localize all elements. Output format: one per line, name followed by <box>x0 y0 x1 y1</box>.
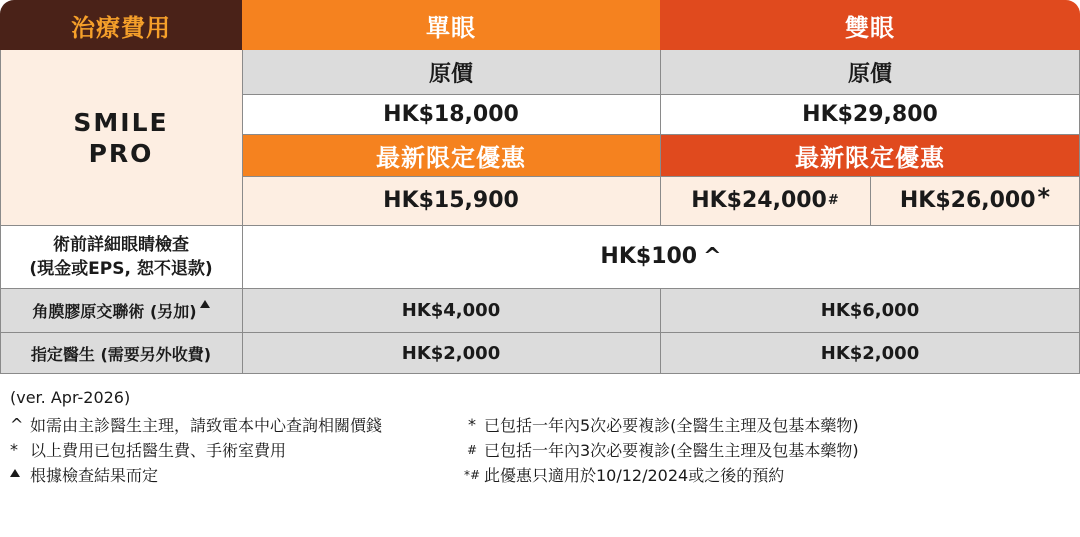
hash-mark: # <box>827 193 839 208</box>
both-original-price: HK$29,800 <box>660 94 1080 134</box>
grid-line <box>0 225 1080 226</box>
single-offer-price: HK$15,900 <box>242 176 660 225</box>
pre-exam-label-line1: 術前詳細眼睛檢查 <box>53 234 189 255</box>
smile-pro-label-cell <box>0 50 242 225</box>
grid-line <box>242 176 1080 177</box>
single-original-label: 原價 <box>242 50 660 94</box>
footnote-left-1 <box>10 413 382 436</box>
pre-exam-label-line2: (現金或EPS, 恕不退款) <box>29 258 213 279</box>
footnote-mark: # <box>466 442 478 457</box>
footnote-mark: ^ <box>10 415 24 434</box>
footnote-left-2 <box>10 438 286 461</box>
doctor-label: 指定醫生 (需要另外收費) <box>0 332 242 374</box>
single-original-price: HK$18,000 <box>242 94 660 134</box>
cxl-single-price: HK$4,000 <box>242 288 660 332</box>
footnote-mark <box>10 465 30 484</box>
header-both-eyes: 雙眼 <box>660 0 1080 50</box>
triangle-icon <box>10 469 20 477</box>
single-offer-label: 最新限定優惠 <box>242 134 660 176</box>
grid-line <box>660 50 661 225</box>
footnote-right-2 <box>460 438 859 461</box>
asterisk-mark: * <box>1037 182 1051 211</box>
grid-line <box>242 134 1080 135</box>
grid-line <box>0 373 1080 374</box>
cxl-label-text: 角膜膠原交聯術 (另加) <box>32 301 197 321</box>
footnote-text: 如需由主診醫生主理，請致電本中心查詢相關價錢 <box>30 416 383 435</box>
grid-line <box>0 332 1080 333</box>
footnote-text: 已包括一年內5次必要複診(全醫生主理及包基本藥物) <box>484 416 859 435</box>
triangle-icon <box>200 300 210 308</box>
footnote-text: 已包括一年內3次必要複診(全醫生主理及包基本藥物) <box>484 441 859 460</box>
footnote-right-3 <box>460 463 784 486</box>
doctor-single-price: HK$2,000 <box>242 332 660 374</box>
smile-pro-label-line2: PRO <box>88 138 154 168</box>
cxl-both-price: HK$6,000 <box>660 288 1080 332</box>
grid-line <box>242 94 1080 95</box>
grid-line <box>660 288 661 374</box>
header-treatment-fee: 治療費用 <box>0 0 242 50</box>
doctor-both-price: HK$2,000 <box>660 332 1080 374</box>
smile-pro-label-line1: SMILE <box>73 107 169 137</box>
pre-exam-price <box>242 225 1080 288</box>
both-original-label: 原價 <box>660 50 1080 94</box>
grid-line <box>870 176 871 225</box>
footnote-mark: *# <box>463 467 481 482</box>
footnote-text: 此優惠只適用於10/12/2024或之後的預約 <box>484 466 785 485</box>
footnote-mark: * <box>10 440 18 459</box>
both-offer-price-a-value: HK$24,000 <box>691 188 827 213</box>
grid-line <box>0 50 1 374</box>
both-offer-price-b-value: HK$26,000 <box>899 188 1036 213</box>
footnote-mark: * <box>468 415 476 434</box>
both-offer-price-a <box>660 176 870 225</box>
footnote-left-3 <box>10 463 158 486</box>
version-text: (ver. Apr-2026) <box>10 388 131 407</box>
pre-exam-label <box>0 225 242 288</box>
header-single-eye: 單眼 <box>242 0 660 50</box>
footnote-text: 根據檢查結果而定 <box>30 466 159 485</box>
both-offer-label: 最新限定優惠 <box>660 134 1080 176</box>
grid-line <box>0 288 1080 289</box>
footnote-right-1 <box>460 413 859 436</box>
footnote-text: 以上費用已包括醫生費、手術室費用 <box>30 441 287 460</box>
cxl-label <box>0 288 242 332</box>
both-offer-price-b <box>870 176 1080 225</box>
caret-mark: ^ <box>703 244 722 269</box>
grid-line <box>242 50 243 374</box>
pre-exam-price-value: HK$100 <box>600 244 698 269</box>
